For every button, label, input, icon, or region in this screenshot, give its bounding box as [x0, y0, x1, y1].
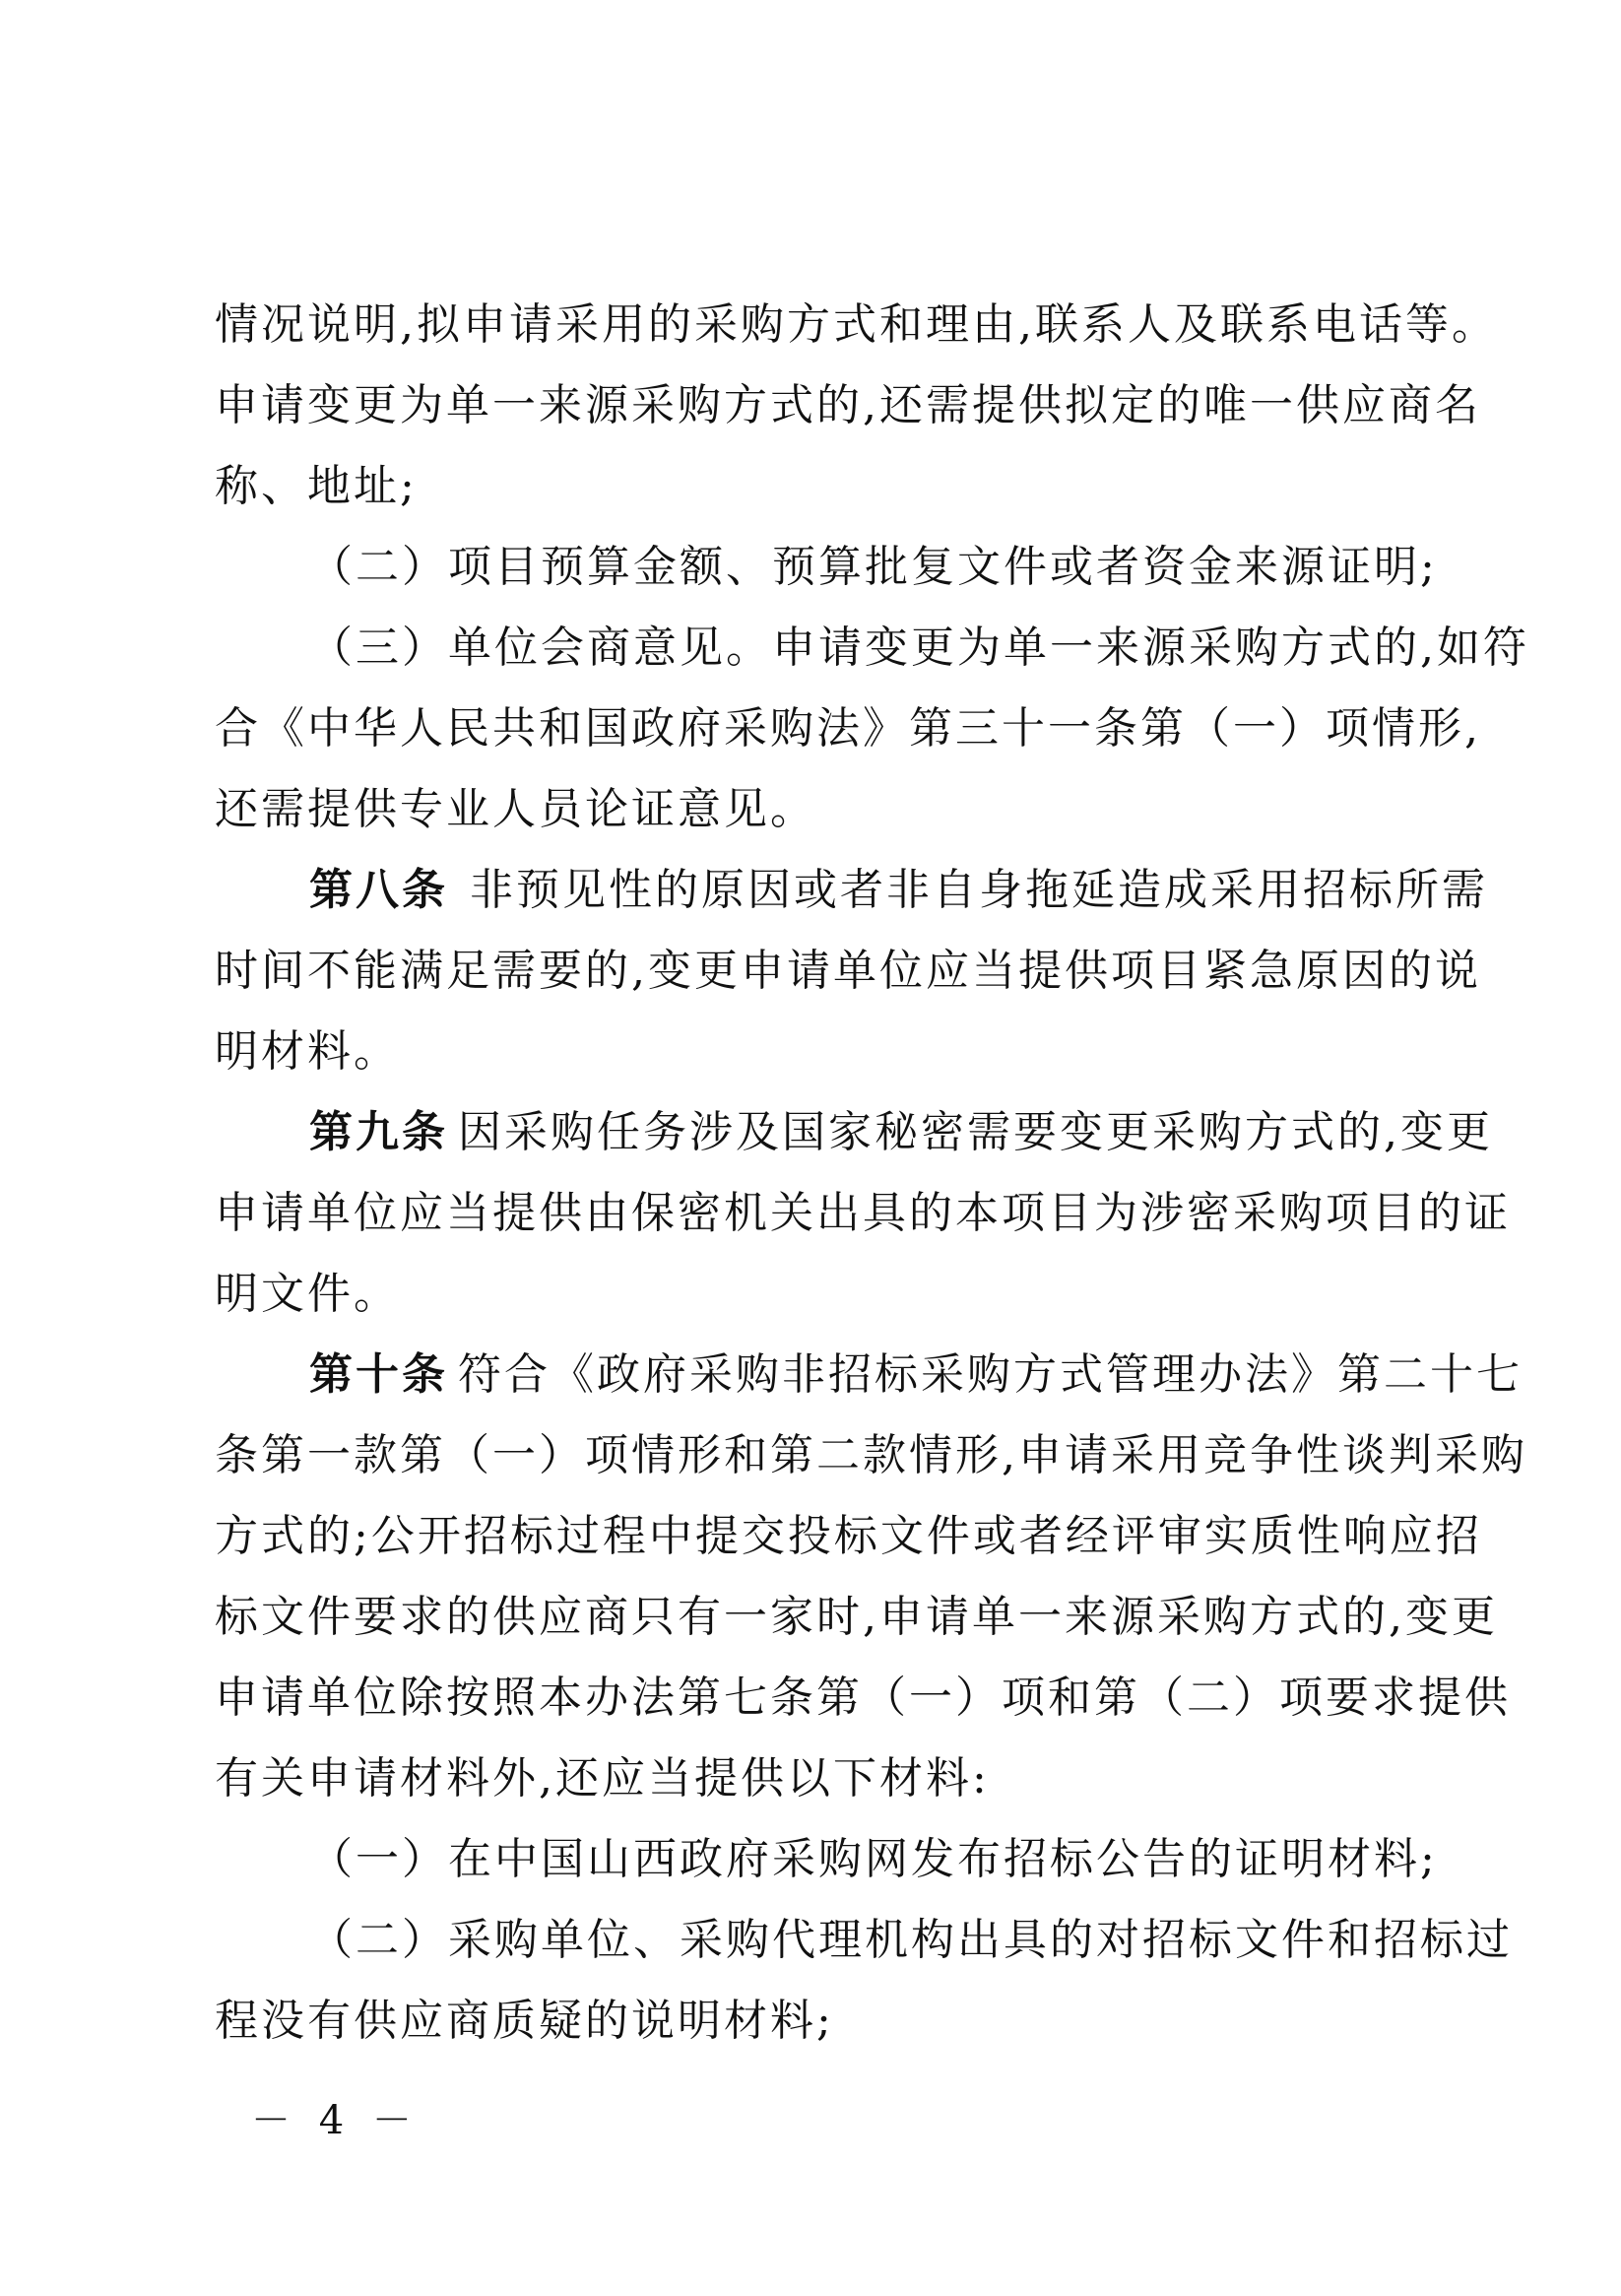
text-line: 情况说明,拟申请采用的采购方式和理由,联系人及联系电话等。 [215, 299, 1498, 350]
text-line: 方式的;公开招标过程中提交投标文件或者经评审实质性响应招 [215, 1511, 1482, 1561]
list-item-one: （一）在中国山西政府采购网发布招标公告的证明材料; [309, 1834, 1438, 1884]
page-number: － 4 － [251, 2098, 420, 2143]
text-line: 合《中华人民共和国政府采购法》第三十一条第（一）项情形, [215, 703, 1481, 754]
article-ten-text: 符合《政府采购非招标采购方式管理办法》第二十七 [458, 1349, 1523, 1400]
article-nine-text: 因采购任务涉及国家秘密需要变更采购方式的,变更 [458, 1107, 1493, 1157]
text-line: 申请变更为单一来源采购方式的,还需提供拟定的唯一供应商名 [215, 380, 1481, 430]
text-line: 时间不能满足需要的,变更申请单位应当提供项目紧急原因的说 [215, 946, 1481, 996]
text-line: 申请单位应当提供由保密机关出具的本项目为涉密采购项目的证 [215, 1188, 1511, 1238]
text-line: 标文件要求的供应商只有一家时,申请单一来源采购方式的,变更 [215, 1592, 1498, 1642]
article-ten-label: 第十条 [309, 1349, 448, 1400]
article-nine-label: 第九条 [309, 1107, 448, 1157]
text-line: 有关申请材料外,还应当提供以下材料: [215, 1753, 990, 1804]
text-line: 申请单位除按照本办法第七条第（一）项和第（二）项要求提供 [215, 1673, 1511, 1723]
text-line: 条第一款第（一）项情形和第二款情形,申请采用竞争性谈判采购 [215, 1430, 1527, 1480]
text-line: 程没有供应商质疑的说明材料; [215, 1996, 834, 2046]
list-item-three: （三）单位会商意见。申请变更为单一来源采购方式的,如符 [309, 623, 1529, 673]
list-item-two: （二）采购单位、采购代理机构出具的对招标文件和招标过 [309, 1915, 1513, 1965]
text-line: 明文件。 [215, 1269, 400, 1319]
article-ten [309, 1345, 1523, 1405]
article-eight-text: 非预见性的原因或者非自身拖延造成采用招标所需 [470, 865, 1488, 915]
article-eight [309, 861, 1488, 920]
article-nine [309, 1103, 1493, 1162]
text-line: 称、地址; [215, 461, 418, 511]
list-item-two: （二）项目预算金额、预算批复文件或者资金来源证明; [309, 542, 1438, 592]
text-line: 还需提供专业人员论证意见。 [215, 784, 816, 834]
article-eight-label: 第八条 [309, 865, 448, 915]
text-line: 明材料。 [215, 1026, 400, 1077]
